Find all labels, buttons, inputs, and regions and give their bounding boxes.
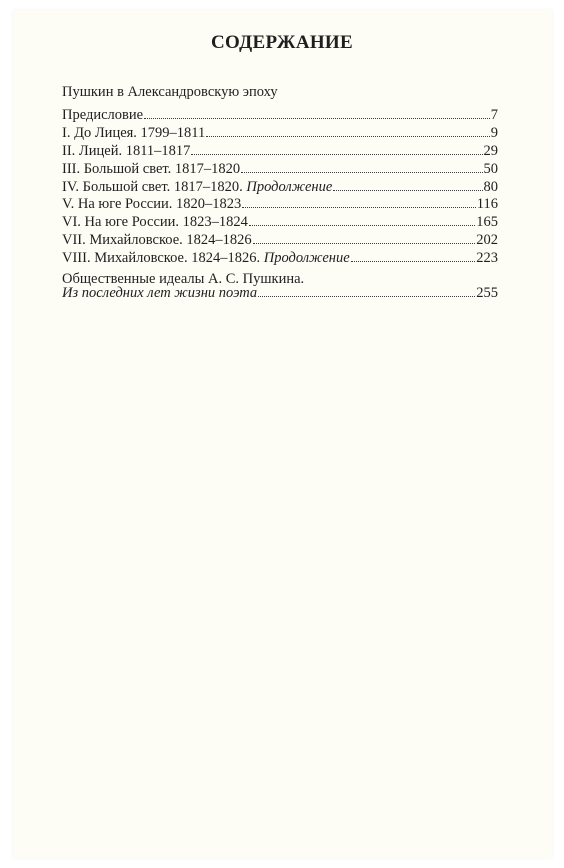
dot-leader <box>144 118 490 119</box>
toc-entry-title <box>62 214 248 232</box>
toc-page-number: 202 <box>476 232 498 249</box>
toc-entry <box>62 196 498 214</box>
toc-page-number: 50 <box>483 160 498 177</box>
toc-entry <box>62 161 498 179</box>
toc-entry-label: VII. Михайловское. 1824–1826 <box>62 232 252 249</box>
part2-title: Общественные идеалы А. С. Пушкина. <box>62 271 305 287</box>
dot-leader <box>249 225 475 226</box>
dot-leader <box>206 136 489 137</box>
toc-page-number: 165 <box>476 214 498 231</box>
dot-leader <box>351 261 476 262</box>
toc-entry <box>62 125 498 143</box>
toc-entry <box>62 250 498 268</box>
toc-entry-label: VI. На юге России. 1823–1824 <box>62 214 248 231</box>
toc-page-number: 9 <box>490 124 498 141</box>
toc-entry-italic-part: Продолжение <box>246 178 333 195</box>
toc-entry <box>62 179 498 197</box>
toc-page-number: 255 <box>476 285 498 301</box>
dot-leader <box>241 172 482 173</box>
toc-entry-label: II. Лицей. 1811–1817 <box>62 142 191 159</box>
toc-entry-title <box>62 250 350 268</box>
toc-entry-label: V. На юге России. 1820–1823 <box>62 196 242 213</box>
dot-leader <box>191 154 482 155</box>
toc-entry-title <box>62 125 205 143</box>
toc-page-number: 7 <box>490 107 498 123</box>
toc-entry-label: Предисловие <box>62 107 144 123</box>
part1-toc <box>62 107 498 268</box>
toc-page-number: 223 <box>476 250 498 267</box>
toc-entry <box>62 232 498 250</box>
toc-entry <box>62 107 498 125</box>
dot-leader <box>242 207 476 208</box>
dot-leader <box>333 190 482 191</box>
toc-entry-title <box>62 107 143 125</box>
toc-entry-title <box>62 161 240 179</box>
toc-entry-italic-part: Из последних лет жизни поэта <box>62 285 258 301</box>
toc-entry <box>62 143 498 161</box>
page-title: СОДЕРЖАНИЕ <box>211 32 353 53</box>
toc-entry-label: I. До Лицея. 1799–1811 <box>62 124 206 141</box>
toc-page-number: 116 <box>476 196 498 213</box>
part1-title: Пушкин в Александровскую эпоху <box>62 84 278 100</box>
toc-entry-title <box>62 179 332 197</box>
toc-entry <box>62 285 498 303</box>
toc-entry-label: VIII. Михайловское. 1824–1826. <box>62 250 264 267</box>
toc-page-number: 80 <box>483 178 498 195</box>
toc-entry-label: III. Большой свет. 1817–1820 <box>62 160 241 177</box>
toc-entry-title <box>62 196 241 214</box>
toc-page-number: 29 <box>483 142 498 159</box>
toc-entry-italic-part: Продолжение <box>263 250 350 267</box>
toc-entry-title <box>62 285 257 303</box>
dot-leader <box>258 296 475 297</box>
dot-leader <box>253 243 476 244</box>
toc-entry <box>62 214 498 232</box>
part2-toc <box>62 285 498 303</box>
toc-entry-title <box>62 232 252 250</box>
toc-entry-label: IV. Большой свет. 1817–1820. <box>62 178 247 195</box>
toc-entry-title <box>62 143 190 161</box>
